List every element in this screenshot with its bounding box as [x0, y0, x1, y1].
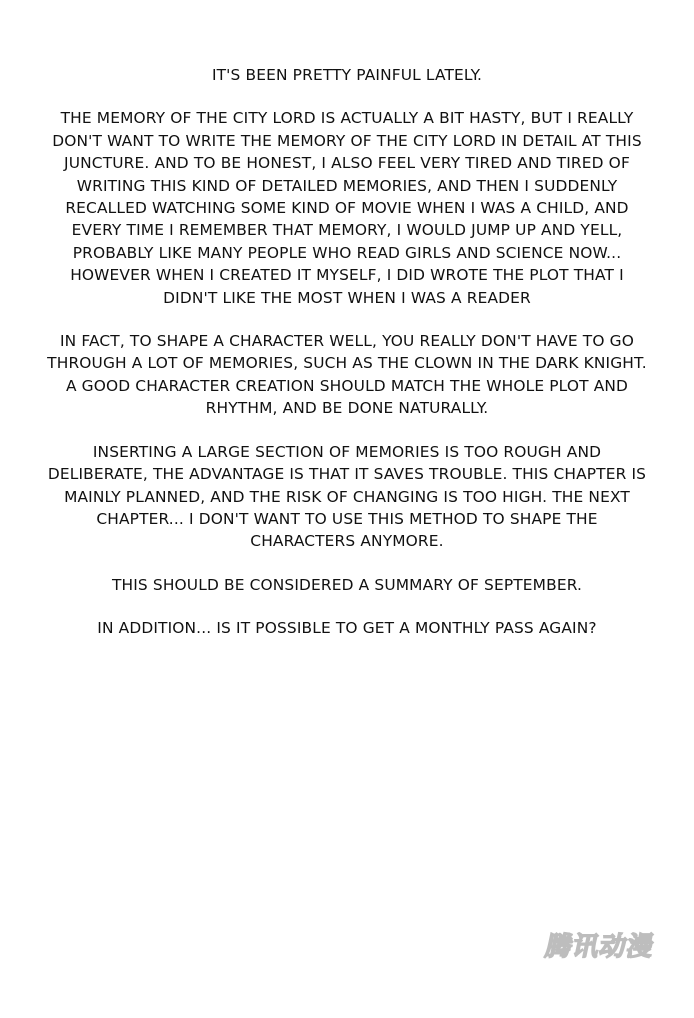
note-paragraph-5: THIS SHOULD BE CONSIDERED A SUMMARY OF SEPTEMBER. [111, 575, 583, 594]
author-note [45, 64, 649, 661]
note-paragraph-6: IN ADDITION... IS IT POSSIBLE TO GET A MONTHLY PASS AGAIN? [97, 619, 597, 638]
note-paragraph-3: IN FACT, TO SHAPE A CHARACTER WELL, YOU REALLY DON'T HAVE TO GO THROUGH A LOT OF MEMORIES, SUCH AS THE CLOWN IN THE DARK KNIGHT. A GOOD CHARACTER CREATION SHOULD MATCH THE WHOLE PLOT AND RHYTHM, AND BE DONE NATURALLY. [47, 332, 647, 418]
note-paragraph-2: THE MEMORY OF THE CITY LORD IS ACTUALLY A BIT HASTY, BUT I REALLY DON'T WANT TO WRITE THE MEMORY OF THE CITY LORD IN DETAIL AT THIS JUNCTURE. AND TO BE HONEST, I ALSO FEEL VERY TIRED AND TIRED OF WRITING THIS KIND OF DETAILED MEMORIES, AND THEN I SUDDENLY RECALLED WATCHING SOME KIND OF MOVIE WHEN I WAS A CHILD, AND EVERY TIME I REMEMBER THAT MEMORY, I WOULD JUMP UP AND YELL, PROBABLY LIKE MANY PEOPLE WHO READ GIRLS AND SCIENCE NOW... HOWEVER WHEN I CREATED IT MYSELF, I DID WROTE THE PLOT THAT I DIDN'T LIKE THE MOST WHEN I WAS A READER [52, 109, 642, 307]
note-paragraph-1: IT'S BEEN PRETTY PAINFUL LATELY. [211, 66, 483, 84]
tencent-comics-watermark-logo [540, 928, 670, 962]
watermark-text: 腾讯动漫 [542, 932, 658, 962]
note-paragraph-4: INSERTING A LARGE SECTION OF MEMORIES IS TOO ROUGH AND DELIBERATE, THE ADVANTAGE IS THAT IT SAVES TROUBLE. THIS CHAPTER IS MAINLY PLANNED, AND THE RISK OF CHANGING IS TOO HIGH. THE NEXT CHAPTER... I DON'T WANT TO USE THIS METHOD TO SHAPE THE CHARACTERS ANYMORE. [47, 442, 647, 551]
